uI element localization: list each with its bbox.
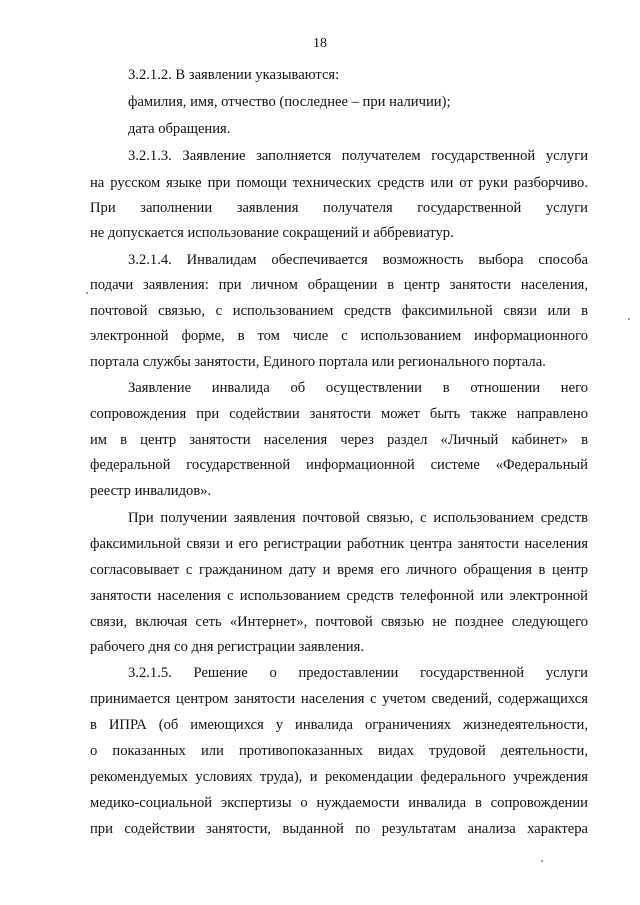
- paragraph-line: сопровождения при содействии занятости может быть также направлено: [90, 406, 588, 422]
- paragraph-line: при содействии занятости, выданной по результатам анализа характера: [90, 821, 588, 837]
- paragraph-line: 3.2.1.4. Инвалидам обеспечивается возможность выбора способа: [128, 252, 588, 268]
- paragraph-line: 3.2.1.2. В заявлении указываются:: [128, 67, 340, 83]
- paragraph-line: дата обращения.: [128, 121, 231, 137]
- paragraph-line: на русском языке при помощи технических средств или от руки разборчиво.: [90, 175, 588, 191]
- paragraph-line: При получении заявления почтовой связью, с использованием средств: [128, 510, 588, 526]
- paragraph-line: рабочего дня со дня регистрации заявления.: [90, 639, 364, 655]
- paragraph-line: подачи заявления: при личном обращении в центр занятости населения,: [90, 277, 588, 293]
- paragraph-line: 3.2.1.5. Решение о предоставлении государственной услуги: [128, 665, 588, 681]
- paragraph-line: фамилия, имя, отчество (последнее – при наличии);: [128, 94, 451, 110]
- paragraph-line: в ИПРА (об имеющихся у инвалида ограничениях жизнедеятельности,: [90, 717, 588, 733]
- paragraph-line: факсимильной связи и его регистрации работник центра занятости населения: [90, 536, 588, 552]
- paragraph-line: почтовой связью, с использованием средств факсимильной связи или в: [90, 303, 588, 319]
- page-number: 18: [313, 36, 327, 51]
- paragraph-line: о показанных или противопоказанных видах трудовой деятельности,: [90, 743, 588, 759]
- scan-speck: [628, 318, 630, 320]
- paragraph-line: портала службы занятости, Единого портала или регионального портала.: [90, 354, 546, 370]
- paragraph-line: связи, включая сеть «Интернет», почтовой связью не позднее следующего: [90, 614, 588, 630]
- paragraph-line: не допускается использование сокращений и аббревиатур.: [90, 225, 454, 241]
- scan-speck: [541, 860, 543, 862]
- paragraph-line: занятости населения с использованием средств телефонной или электронной: [90, 588, 588, 604]
- paragraph-line: электронной форме, в том числе с использованием информационного: [90, 328, 588, 344]
- paragraph-line: рекомендуемых условиях труда), и рекомендации федерального учреждения: [90, 769, 588, 785]
- paragraph-line: согласовывает с гражданином дату и время его личного обращения в центр: [90, 562, 588, 578]
- paragraph-line: им в центр занятости населения через раздел «Личный кабинет» в: [90, 432, 588, 448]
- paragraph-line: реестр инвалидов».: [90, 483, 212, 499]
- paragraph-line: 3.2.1.3. Заявление заполняется получателем государственной услуги: [128, 148, 588, 164]
- paragraph-line: При заполнении заявления получателя государственной услуги: [90, 200, 588, 216]
- paragraph-line: Заявление инвалида об осуществлении в отношении него: [128, 380, 588, 396]
- paragraph-line: медико-социальной экспертизы о нуждаемости инвалида в сопровождении: [90, 795, 588, 811]
- paragraph-line: федеральной государственной информационной системе «Федеральный: [90, 457, 588, 473]
- paragraph-line: принимается центром занятости населения с учетом сведений, содержащихся: [90, 691, 588, 707]
- scan-speck: [86, 292, 88, 294]
